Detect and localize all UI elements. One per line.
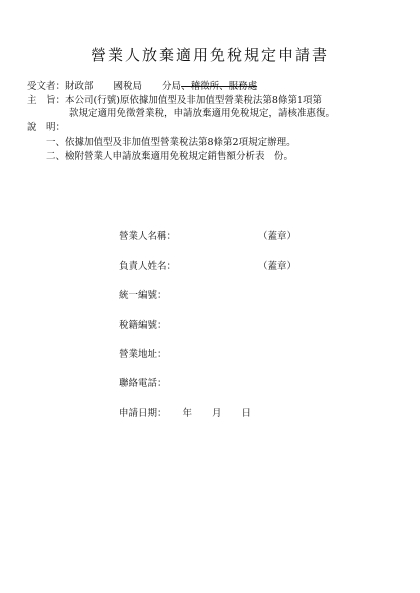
page-title: 營業人放棄適用免稅規定申請書 xyxy=(90,46,329,64)
recipient-line xyxy=(27,81,257,93)
apply-date-label: 申請日期： xyxy=(119,408,167,419)
recipient-org-bureau: 國稅局 xyxy=(113,81,143,92)
unified-number-label: 統一編號： xyxy=(119,290,167,301)
recipient-struck-options: 、稽徵所、服務處 xyxy=(181,81,258,92)
business-name-label: 營業人名稱： xyxy=(119,231,177,242)
explanation-label: 說 明： xyxy=(27,122,66,133)
explanation-item-2: 二、檢附營業人申請放棄適用免稅規定銷售額分析表 份。 xyxy=(46,151,294,162)
recipient-org-ministry: 財政部 xyxy=(65,81,94,92)
subject-line-1 xyxy=(27,95,322,107)
contact-phone-label: 聯絡電話： xyxy=(119,378,167,389)
subject-text-1: 本公司(行號)原依據加值型及非加值型營業稅法第8條第1項第 xyxy=(65,95,323,106)
date-year: 年 xyxy=(182,408,193,419)
subject-text-2: 款規定適用免徵營業稅，申請放棄適用免稅規定，請核准惠復。 xyxy=(69,108,336,119)
business-seal-mark: （蓋章） xyxy=(258,231,297,242)
subject-label: 主 旨： xyxy=(27,95,66,106)
tax-number-label: 稅籍編號： xyxy=(119,320,167,331)
business-address-label: 營業地址： xyxy=(119,349,167,360)
apply-date-line xyxy=(119,408,251,420)
date-day: 日 xyxy=(241,408,252,419)
responsible-seal-mark: （蓋章） xyxy=(258,261,297,272)
explanation-item-1: 一、依據加值型及非加值型營業稅法第8條第2項規定辦理。 xyxy=(46,137,296,148)
recipient-label: 受文者： xyxy=(27,81,66,92)
subject-line-2 xyxy=(69,108,335,120)
recipient-org-branch: 分局 xyxy=(162,81,182,92)
responsible-person-label: 負責人姓名： xyxy=(119,261,177,272)
date-month: 月 xyxy=(212,408,222,419)
